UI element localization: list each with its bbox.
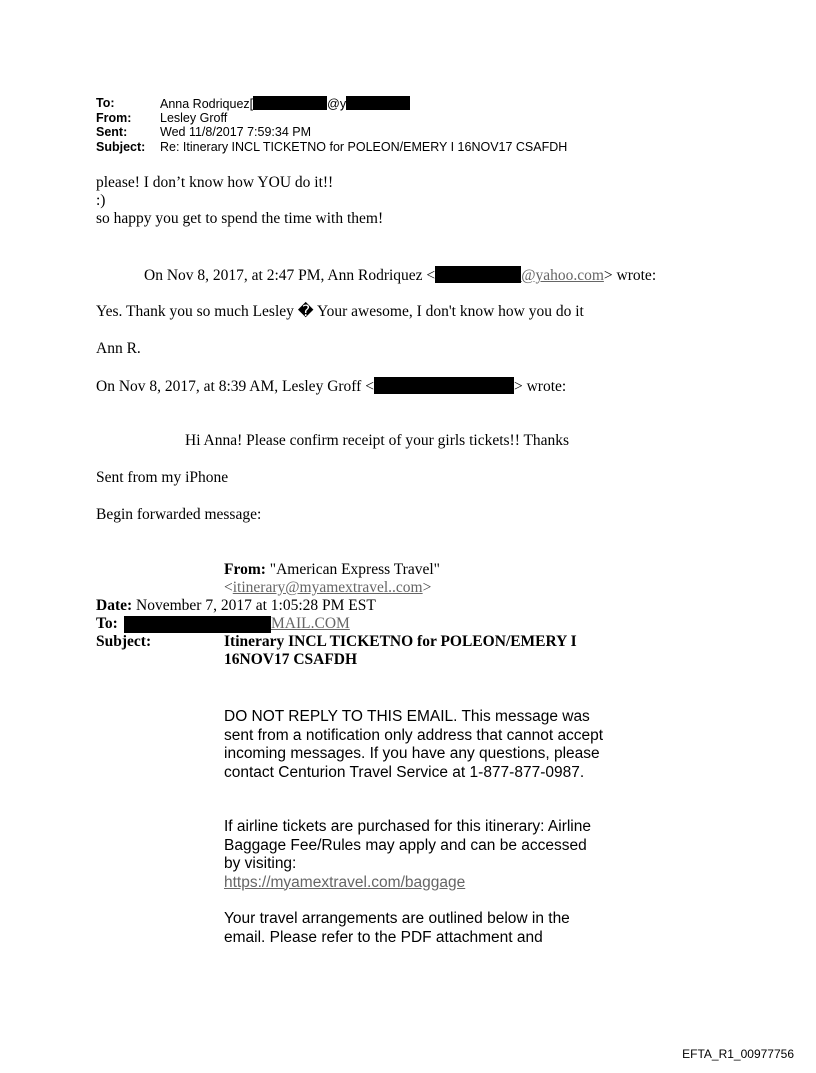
redaction-bar xyxy=(124,616,271,633)
document-id: EFTA_R1_00977756 xyxy=(682,1047,794,1061)
fwd-subject-value-1: Itinerary INCL TICKETNO for POLEON/EMERY I xyxy=(224,633,577,650)
quote-attribution xyxy=(144,266,656,285)
fwd-from-email-row xyxy=(224,579,431,597)
bracket: < xyxy=(224,579,233,596)
fwd-date-row xyxy=(96,597,376,615)
quote-attribution-prefix: On Nov 8, 2017, at 8:39 AM, Lesley Groff < xyxy=(96,378,374,395)
forward-intro: Begin forwarded message: xyxy=(96,506,262,523)
redaction-bar xyxy=(374,377,514,394)
fwd-from-email-link[interactable]: itinerary@myamextravel..com xyxy=(232,579,423,596)
quote-attribution-suffix: > wrote: xyxy=(513,378,567,395)
fwd-body-text: Your travel arrangements are outlined below in the email. Please refer to the PDF attachment and xyxy=(224,910,570,946)
quote-attribution-prefix: On Nov 8, 2017, at 2:47 PM, Ann Rodriquez < xyxy=(144,267,436,284)
header-from-value: Lesley Groff xyxy=(160,110,228,125)
message-line: so happy you get to spend the time with them! xyxy=(96,210,384,227)
fwd-from-value: "American Express Travel" xyxy=(269,561,440,578)
fwd-to-row xyxy=(96,615,118,633)
header-to-name: Anna Rodriquez[ xyxy=(160,97,254,111)
header-subject-value: Re: Itinerary INCL TICKETNO for POLEON/EMERY I 16NOV17 CSAFDH xyxy=(160,139,568,154)
header-subject-label: Subject: xyxy=(96,139,146,154)
message-line: :) xyxy=(96,192,106,209)
fwd-subject-line xyxy=(224,633,577,651)
header-sent-value: Wed 11/8/2017 7:59:34 PM xyxy=(160,125,312,139)
fwd-body-text: If airline tickets are purchased for this itinerary: Airline Baggage Fee/Rules may apply and can be accessed by visiting: xyxy=(224,818,591,872)
fwd-subject-label: Subject: xyxy=(96,633,152,650)
fwd-to-value-row xyxy=(271,615,350,633)
header-sent-label: Sent: xyxy=(96,125,128,139)
bracket: > xyxy=(422,579,432,596)
email-link[interactable]: @yahoo.com xyxy=(521,267,604,284)
quote-attribution-suffix: > wrote: xyxy=(603,267,657,284)
fwd-body-text: DO NOT REPLY TO THIS EMAIL. This message was sent from a notification only address that cannot accept incoming messages. If you have any questions, please contact Centurion Travel Service at 1-877-877-0987. xyxy=(224,708,604,781)
fwd-to-label: To: xyxy=(96,615,118,632)
fwd-subject-value-2: 16NOV17 CSAFDH xyxy=(224,651,358,668)
message-line: Yes. Thank you so much Lesley � Your awesome, I don't know how you do it xyxy=(96,303,584,320)
fwd-to-value[interactable]: MAIL.COM xyxy=(271,615,350,632)
header-to-domain: @y xyxy=(327,97,347,111)
redaction-bar xyxy=(253,96,327,110)
fwd-body-paragraph xyxy=(224,910,604,947)
fwd-subject-row xyxy=(96,633,151,651)
header-to-label: To: xyxy=(96,96,115,110)
signoff: Ann R. xyxy=(96,340,141,357)
redaction-bar xyxy=(435,266,521,283)
message-line: Hi Anna! Please confirm receipt of your girls tickets!! Thanks xyxy=(185,432,570,449)
header-to-value xyxy=(160,96,410,112)
sent-from-line: Sent from my iPhone xyxy=(96,469,229,486)
fwd-date-label: Date: xyxy=(96,597,133,614)
fwd-body-paragraph xyxy=(224,708,604,782)
header-from-label: From: xyxy=(96,110,132,125)
redaction-bar xyxy=(346,96,410,110)
fwd-body-paragraph xyxy=(224,818,604,892)
message-line: please! I don’t know how YOU do it!! xyxy=(96,174,334,191)
fwd-from-label: From: xyxy=(224,561,266,578)
fwd-from-row xyxy=(224,561,440,579)
fwd-subject-line xyxy=(224,651,357,669)
fwd-date-value: November 7, 2017 at 1:05:28 PM EST xyxy=(136,597,376,614)
baggage-link[interactable]: https://myamextravel.com/baggage xyxy=(224,873,466,891)
quote-attribution xyxy=(96,377,566,396)
